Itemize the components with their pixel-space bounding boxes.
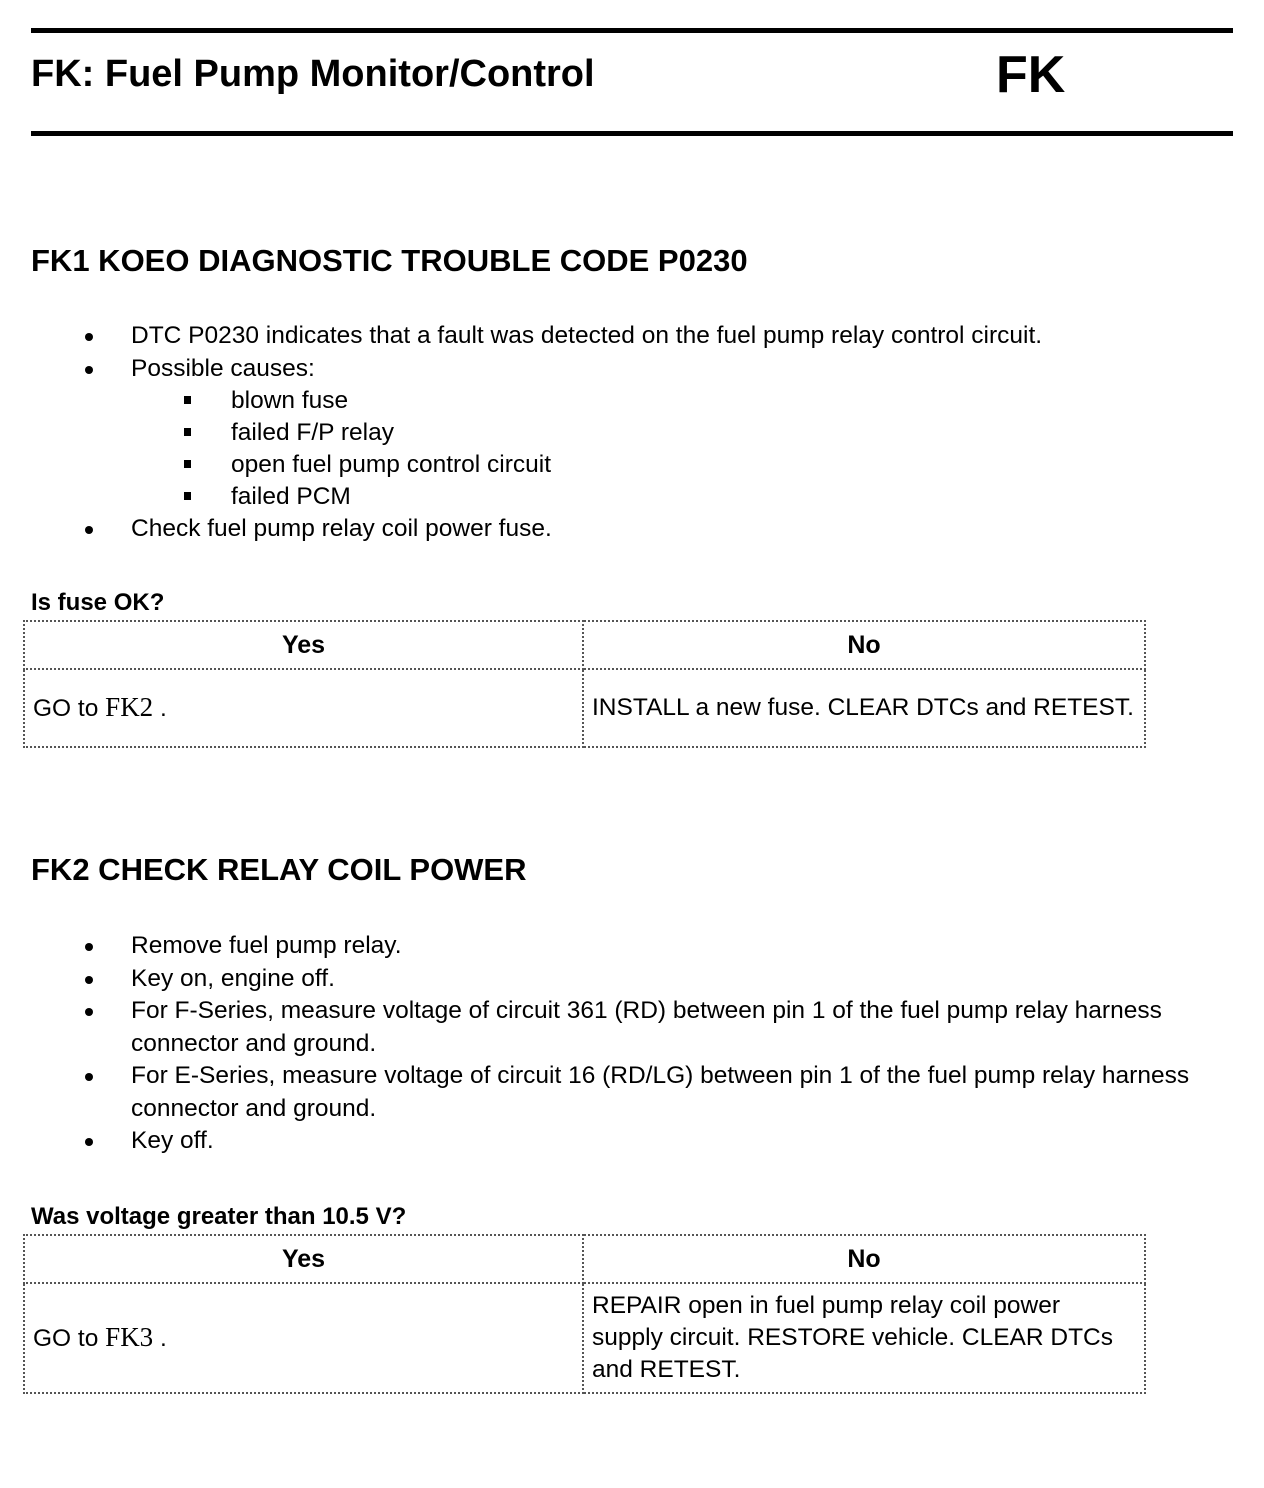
list-item: Remove fuel pump relay. [0, 930, 1241, 963]
answer-table-fk1 [23, 620, 1146, 748]
table-row [24, 1283, 1145, 1393]
go-to-fk2-link[interactable]: FK2 [105, 692, 154, 722]
go-to-suffix: . [153, 1325, 167, 1352]
cause-item: open fuel pump control circuit [131, 449, 1241, 481]
page-title: FK: Fuel Pump Monitor/Control [31, 53, 595, 95]
go-to-label: GO to [33, 695, 106, 722]
table-header-row [24, 621, 1145, 669]
question-fk2: Was voltage greater than 10.5 V? [31, 1203, 407, 1230]
top-rule [31, 28, 1233, 33]
question-fk1: Is fuse OK? [31, 589, 165, 616]
table-header-row [24, 1235, 1145, 1283]
list-item: Key on, engine off. [0, 963, 1241, 996]
go-to-label: GO to [33, 1325, 106, 1352]
list-item: For F-Series, measure voltage of circuit 361 (RD) between pin 1 of the fuel pump relay harness connector and ground. [0, 995, 1241, 1060]
answer-table-fk2 [23, 1234, 1146, 1394]
header-rule [31, 131, 1233, 136]
list-item: For E-Series, measure voltage of circuit 16 (RD/LG) between pin 1 of the fuel pump relay harness connector and ground. [0, 1060, 1241, 1125]
no-header: No [583, 621, 1145, 669]
step-heading-fk2: FK2 CHECK RELAY COIL POWER [31, 852, 527, 887]
yes-cell [24, 669, 583, 747]
list-item: Check fuel pump relay coil power fuse. [0, 513, 1241, 546]
list-item [0, 353, 1241, 514]
yes-header: Yes [24, 1235, 583, 1283]
no-cell: INSTALL a new fuse. CLEAR DTCs and RETEST. [583, 669, 1145, 747]
cause-item: failed F/P relay [131, 417, 1241, 449]
step-bullets-fk2 [0, 930, 1264, 1158]
go-to-fk3-link[interactable]: FK3 [105, 1322, 154, 1352]
table-row [24, 669, 1145, 747]
list-item: DTC P0230 indicates that a fault was detected on the fuel pump relay control circuit. [0, 320, 1241, 353]
go-to-suffix: . [153, 695, 167, 722]
cause-item: blown fuse [131, 385, 1241, 417]
possible-causes-label: Possible causes: [131, 354, 315, 382]
no-cell: REPAIR open in fuel pump relay coil power supply circuit. RESTORE vehicle. CLEAR DTCs and RETEST. [583, 1283, 1145, 1393]
no-header: No [583, 1235, 1145, 1283]
yes-cell [24, 1283, 583, 1393]
list-item: Key off. [0, 1125, 1241, 1158]
section-code: FK [996, 46, 1066, 104]
cause-item: failed PCM [131, 481, 1241, 513]
step-heading-fk1: FK1 KOEO DIAGNOSTIC TROUBLE CODE P0230 [31, 243, 748, 278]
possible-causes-list [131, 385, 1241, 513]
yes-header: Yes [24, 621, 583, 669]
step-bullets-fk1 [0, 320, 1264, 546]
